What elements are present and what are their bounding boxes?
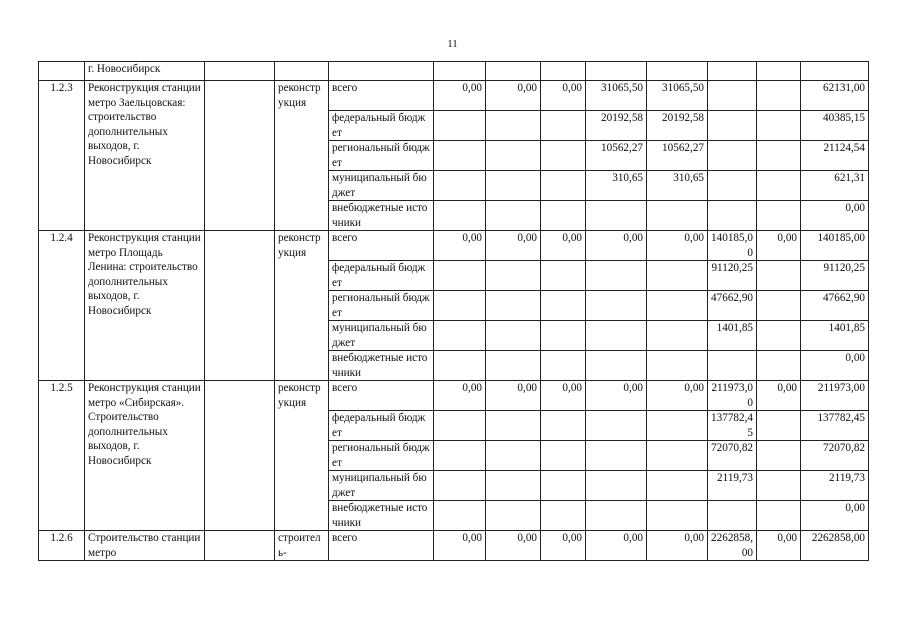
value-cell — [541, 441, 586, 471]
value-cell: 0,00 — [434, 531, 486, 561]
value-cell: 20192,58 — [647, 111, 708, 141]
empty-cell — [205, 231, 275, 381]
value-cell — [541, 111, 586, 141]
value-cell — [486, 141, 541, 171]
value-cell: 0,00 — [586, 531, 647, 561]
value-cell — [541, 501, 586, 531]
value-cell: 20192,58 — [586, 111, 647, 141]
value-cell: 21124,54 — [801, 141, 869, 171]
value-cell: 10562,27 — [586, 141, 647, 171]
value-cell — [708, 141, 757, 171]
work-type-cell: строитель- — [275, 531, 329, 561]
funding-source-cell: всего — [329, 81, 434, 111]
work-type-cell: реконструкция — [275, 81, 329, 231]
table-row — [39, 62, 869, 81]
empty-cell — [329, 62, 434, 81]
value-cell: 2262858,00 — [708, 531, 757, 561]
value-cell: 72070,82 — [801, 441, 869, 471]
value-cell — [434, 441, 486, 471]
project-code-cell: 1.2.6 — [39, 531, 85, 561]
value-cell — [647, 321, 708, 351]
value-cell — [757, 501, 801, 531]
value-cell: 91120,25 — [801, 261, 869, 291]
empty-cell — [541, 62, 586, 81]
value-cell: 31065,50 — [586, 81, 647, 111]
value-cell — [541, 201, 586, 231]
value-cell — [541, 321, 586, 351]
value-cell: 0,00 — [801, 201, 869, 231]
table-row — [39, 531, 869, 561]
value-cell — [586, 351, 647, 381]
value-cell — [757, 321, 801, 351]
value-cell — [434, 171, 486, 201]
table-row — [39, 381, 869, 411]
funding-source-cell: муниципальный бюджет — [329, 321, 434, 351]
value-cell — [434, 291, 486, 321]
value-cell — [708, 201, 757, 231]
funding-source-cell: внебюджетные источники — [329, 201, 434, 231]
value-cell — [647, 411, 708, 441]
value-cell — [708, 81, 757, 111]
value-cell: 0,00 — [647, 531, 708, 561]
value-cell: 31065,50 — [647, 81, 708, 111]
value-cell — [486, 351, 541, 381]
empty-cell — [205, 81, 275, 231]
value-cell — [486, 411, 541, 441]
funding-source-cell: муниципальный бюджет — [329, 171, 434, 201]
value-cell: 310,65 — [586, 171, 647, 201]
value-cell — [541, 171, 586, 201]
value-cell: 140185,00 — [708, 231, 757, 261]
value-cell — [757, 351, 801, 381]
value-cell: 40385,15 — [801, 111, 869, 141]
work-type-cell: реконструкция — [275, 231, 329, 381]
value-cell — [708, 171, 757, 201]
value-cell: 137782,45 — [801, 411, 869, 441]
value-cell: 0,00 — [541, 531, 586, 561]
value-cell — [757, 291, 801, 321]
funding-source-cell: всего — [329, 231, 434, 261]
value-cell — [434, 261, 486, 291]
value-cell — [586, 201, 647, 231]
value-cell — [647, 501, 708, 531]
value-cell: 2119,73 — [708, 471, 757, 501]
value-cell — [647, 201, 708, 231]
value-cell: 0,00 — [541, 381, 586, 411]
funding-source-cell: муниципальный бюджет — [329, 471, 434, 501]
funding-source-cell: всего — [329, 381, 434, 411]
value-cell: 0,00 — [541, 231, 586, 261]
empty-cell — [647, 62, 708, 81]
empty-cell — [275, 62, 329, 81]
value-cell — [647, 441, 708, 471]
project-name-cell: Реконструкция станции метро «Сибирская». Строительство дополнительных выходов, г. Новосибирск — [85, 381, 205, 531]
value-cell — [586, 411, 647, 441]
empty-cell — [757, 62, 801, 81]
value-cell: 0,00 — [486, 81, 541, 111]
table-row — [39, 81, 869, 111]
value-cell — [757, 441, 801, 471]
value-cell — [708, 501, 757, 531]
value-cell: 211973,00 — [801, 381, 869, 411]
funding-source-cell: региональный бюджет — [329, 441, 434, 471]
empty-cell — [205, 381, 275, 531]
project-name-cell: Реконструкция станции метро Заельцовская: строительство дополнительных выходов, г. Новосибирск — [85, 81, 205, 231]
page-number: 11 — [447, 38, 458, 50]
value-cell: 0,00 — [647, 231, 708, 261]
value-cell — [647, 471, 708, 501]
value-cell: 10562,27 — [647, 141, 708, 171]
value-cell: 0,00 — [801, 501, 869, 531]
table-body — [39, 62, 869, 561]
project-code-cell: 1.2.3 — [39, 81, 85, 231]
value-cell — [434, 321, 486, 351]
value-cell: 47662,90 — [708, 291, 757, 321]
project-name-cell: Строительство станции метро — [85, 531, 205, 561]
value-cell: 0,00 — [434, 231, 486, 261]
code-cell — [39, 62, 85, 81]
value-cell — [647, 261, 708, 291]
value-cell — [486, 291, 541, 321]
value-cell: 0,00 — [434, 381, 486, 411]
value-cell — [486, 111, 541, 141]
work-type-cell: реконструкция — [275, 381, 329, 531]
value-cell: 1401,85 — [801, 321, 869, 351]
value-cell — [434, 351, 486, 381]
value-cell: 0,00 — [486, 381, 541, 411]
empty-cell — [205, 531, 275, 561]
value-cell — [486, 201, 541, 231]
value-cell: 0,00 — [757, 381, 801, 411]
value-cell: 0,00 — [586, 381, 647, 411]
value-cell: 91120,25 — [708, 261, 757, 291]
value-cell: 211973,00 — [708, 381, 757, 411]
value-cell: 2119,73 — [801, 471, 869, 501]
value-cell — [541, 291, 586, 321]
value-cell — [757, 471, 801, 501]
value-cell: 0,00 — [486, 531, 541, 561]
value-cell — [757, 411, 801, 441]
value-cell — [486, 501, 541, 531]
value-cell — [757, 81, 801, 111]
value-cell — [586, 291, 647, 321]
empty-cell — [801, 62, 869, 81]
project-name-cell: г. Новосибирск — [85, 62, 205, 81]
empty-cell — [205, 62, 275, 81]
value-cell: 310,65 — [647, 171, 708, 201]
value-cell — [586, 321, 647, 351]
empty-cell — [434, 62, 486, 81]
value-cell: 140185,00 — [801, 231, 869, 261]
value-cell — [434, 411, 486, 441]
value-cell — [757, 141, 801, 171]
funding-source-cell: федеральный бюджет — [329, 261, 434, 291]
value-cell — [486, 261, 541, 291]
value-cell — [541, 261, 586, 291]
funding-source-cell: внебюджетные источники — [329, 351, 434, 381]
value-cell — [486, 471, 541, 501]
value-cell: 47662,90 — [801, 291, 869, 321]
value-cell: 1401,85 — [708, 321, 757, 351]
value-cell — [757, 261, 801, 291]
value-cell: 0,00 — [486, 231, 541, 261]
value-cell — [541, 351, 586, 381]
value-cell — [757, 201, 801, 231]
funding-source-cell: внебюджетные источники — [329, 501, 434, 531]
value-cell: 2262858,00 — [801, 531, 869, 561]
value-cell — [434, 201, 486, 231]
value-cell: 0,00 — [801, 351, 869, 381]
value-cell: 0,00 — [541, 81, 586, 111]
value-cell — [647, 291, 708, 321]
empty-cell — [708, 62, 757, 81]
value-cell — [708, 111, 757, 141]
value-cell — [586, 441, 647, 471]
value-cell — [434, 501, 486, 531]
value-cell — [541, 471, 586, 501]
funding-source-cell: региональный бюджет — [329, 291, 434, 321]
value-cell — [541, 411, 586, 441]
funding-source-cell: региональный бюджет — [329, 141, 434, 171]
value-cell — [757, 171, 801, 201]
funding-source-cell: всего — [329, 531, 434, 561]
value-cell: 62131,00 — [801, 81, 869, 111]
value-cell: 72070,82 — [708, 441, 757, 471]
value-cell — [586, 501, 647, 531]
project-code-cell: 1.2.5 — [39, 381, 85, 531]
value-cell — [757, 111, 801, 141]
value-cell: 0,00 — [757, 531, 801, 561]
value-cell — [486, 171, 541, 201]
value-cell: 0,00 — [647, 381, 708, 411]
project-code-cell: 1.2.4 — [39, 231, 85, 381]
value-cell — [434, 141, 486, 171]
value-cell: 0,00 — [586, 231, 647, 261]
value-cell: 0,00 — [757, 231, 801, 261]
value-cell — [434, 111, 486, 141]
value-cell — [541, 141, 586, 171]
value-cell — [434, 471, 486, 501]
funding-source-cell: федеральный бюджет — [329, 411, 434, 441]
empty-cell — [486, 62, 541, 81]
budget-table — [38, 61, 869, 561]
table-row — [39, 231, 869, 261]
value-cell — [586, 261, 647, 291]
funding-source-cell: федеральный бюджет — [329, 111, 434, 141]
value-cell — [486, 441, 541, 471]
value-cell — [647, 351, 708, 381]
value-cell — [708, 351, 757, 381]
value-cell — [486, 321, 541, 351]
value-cell: 0,00 — [434, 81, 486, 111]
empty-cell — [586, 62, 647, 81]
value-cell: 621,31 — [801, 171, 869, 201]
value-cell: 137782,45 — [708, 411, 757, 441]
value-cell — [586, 471, 647, 501]
project-name-cell: Реконструкция станции метро Площадь Ленина: строительство дополнительных выходов, г. Новосибирск — [85, 231, 205, 381]
